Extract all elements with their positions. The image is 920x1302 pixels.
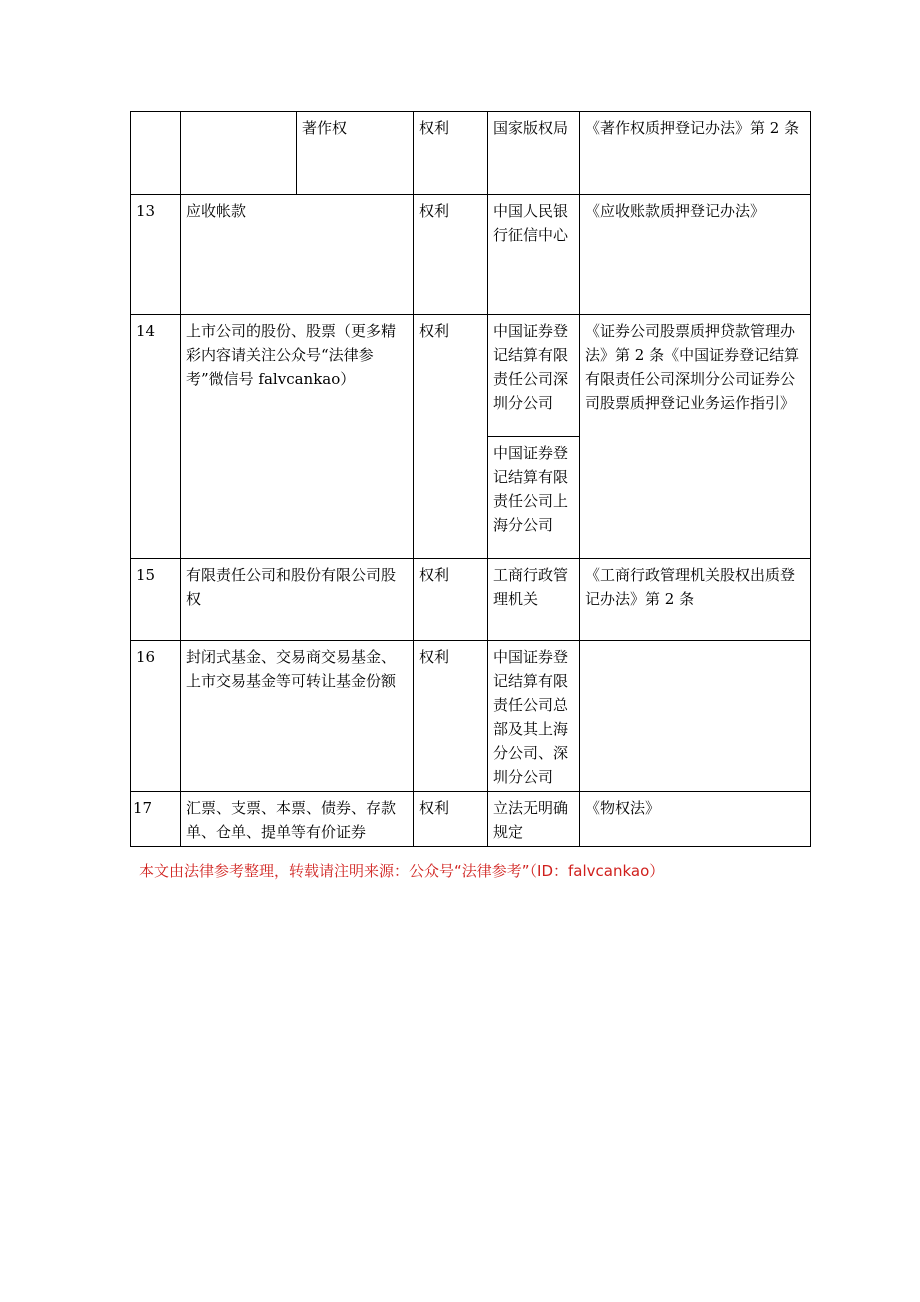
table-row (131, 112, 811, 195)
source-note: 本文由法律参考整理，转载请注明来源：公众号“法律参考”（ID：falvcankao） (139, 862, 665, 880)
asset-type: 汇票、支票、本票、债券、存款单、仓单、提单等有价证券 (181, 792, 414, 847)
right-type: 权利 (414, 792, 488, 847)
registration-agency: 中国证券登记结算有限责任公司总部及其上海分公司、深圳分公司 (488, 641, 580, 792)
asset-type: 封闭式基金、交易商交易基金、上市交易基金等可转让基金份额 (181, 641, 414, 792)
asset-subtype: 著作权 (297, 112, 414, 195)
table-row (131, 792, 811, 847)
registration-agency: 中国人民银行征信中心 (488, 195, 580, 315)
registration-agency: 国家版权局 (488, 112, 580, 195)
row-number: 16 (131, 641, 181, 792)
registration-agency-shenzhen: 中国证券登记结算有限责任公司深圳分公司 (488, 315, 580, 437)
registration-agency-shanghai: 中国证券登记结算有限责任公司上海分公司 (488, 437, 580, 559)
row-number: 15 (131, 559, 181, 641)
legal-basis: 《应收账款质押登记办法》 (580, 195, 811, 315)
asset-type: 应收帐款 (181, 195, 414, 315)
row-number: 13 (131, 195, 181, 315)
legal-basis (580, 641, 811, 792)
asset-type: 上市公司的股份、股票（更多精彩内容请关注公众号“法律参考”微信号 falvcankao） (181, 315, 414, 559)
legal-basis: 《著作权质押登记办法》第 2 条 (580, 112, 811, 195)
legal-basis: 《证券公司股票质押贷款管理办法》第 2 条《中国证券登记结算有限责任公司深圳分公司证券公司股票质押登记业务运作指引》 (580, 315, 811, 559)
row-number: 14 (131, 315, 181, 559)
right-type: 权利 (414, 315, 488, 559)
legal-basis: 《工商行政管理机关股权出质登记办法》第 2 条 (580, 559, 811, 641)
row-number: 17 (131, 792, 181, 847)
registration-agency: 工商行政管理机关 (488, 559, 580, 641)
table-row (131, 315, 811, 437)
table-row (131, 559, 811, 641)
right-type: 权利 (414, 112, 488, 195)
right-type: 权利 (414, 195, 488, 315)
right-type: 权利 (414, 641, 488, 792)
table-row (131, 195, 811, 315)
registration-agency: 立法无明确规定 (488, 792, 580, 847)
asset-type: 有限责任公司和股份有限公司股权 (181, 559, 414, 641)
table-row (131, 641, 811, 792)
registration-table (130, 111, 811, 847)
asset-cell-empty (181, 112, 297, 195)
row-number (131, 112, 181, 195)
right-type: 权利 (414, 559, 488, 641)
legal-basis: 《物权法》 (580, 792, 811, 847)
